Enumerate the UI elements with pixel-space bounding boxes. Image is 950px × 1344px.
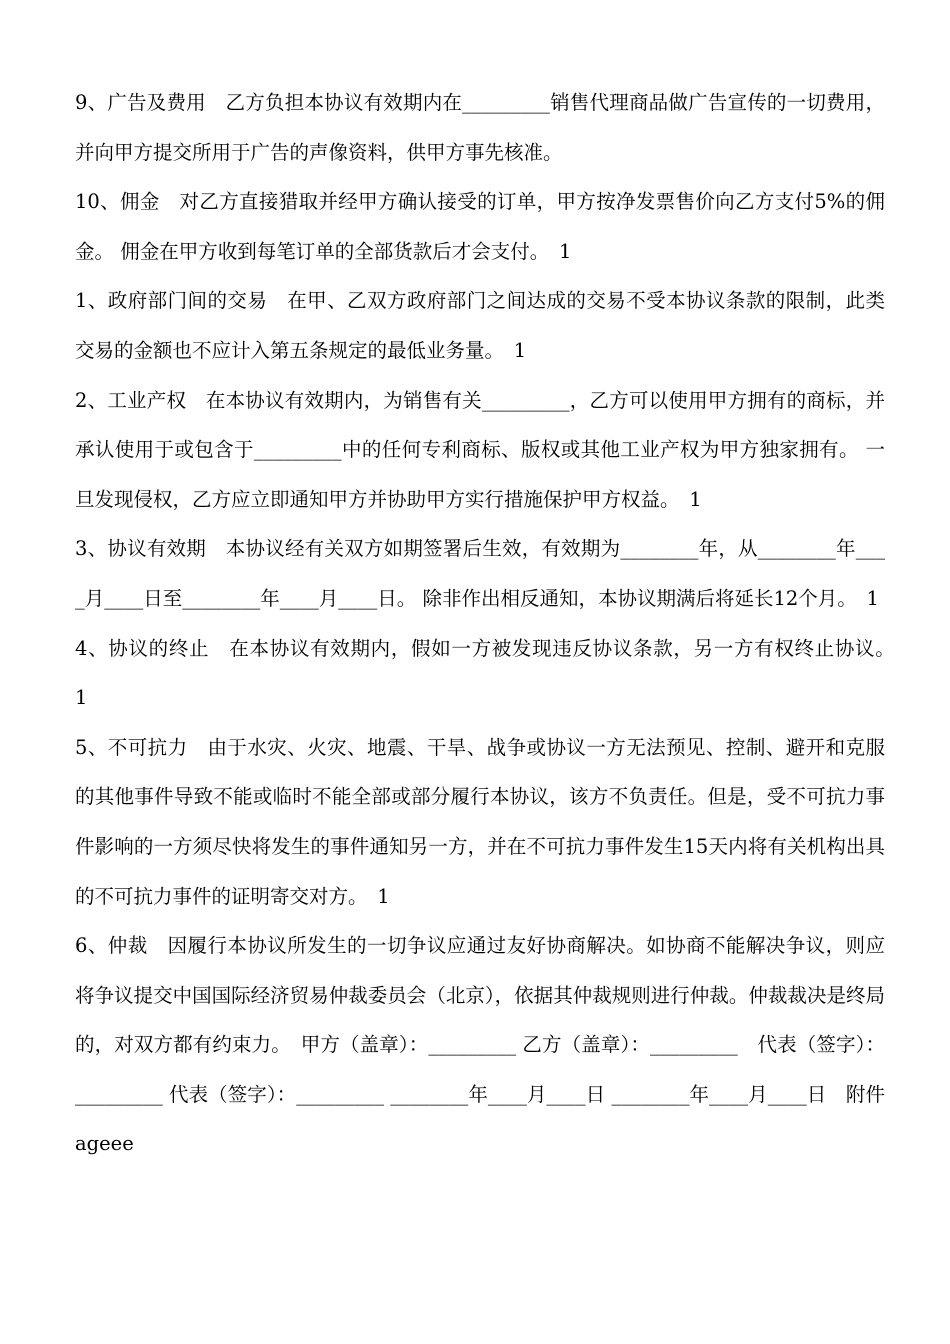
document-page (75, 78, 905, 1169)
clause-government-transactions: 1、政府部门间的交易 在甲、乙双方政府部门之间达成的交易不受本协议条款的限制，此类交易的金额也不应计入第五条规定的最低业务量。 1 (75, 289, 885, 362)
clause-industrial-property: 2、工业产权 在本协议有效期内，为销售有关_________，乙方可以使用甲方拥有的商标，并承认使用于或包含于_________中的任何专利商标、版权或其他工业产权为甲方独家拥有。 一旦发现侵权，乙方应立即通知甲方并协助甲方实行措施保护甲方权益。 1 (75, 388, 885, 511)
clause-commission: 10、佣金 对乙方直接猎取并经甲方确认接受的订单，甲方按净发票售价向乙方支付5%的佣金。 佣金在甲方收到每笔订单的全部货款后才会支付。 1 (75, 190, 885, 263)
clause-arbitration-signatures: 6、仲裁 因履行本协议所发生的一切争议应通过友好协商解决。如协商不能解决争议，则应将争议提交中国国际经济贸易仲裁委员会（北京），依据其仲裁规则进行仲裁。仲裁裁决是终局的，对双方都有约束力。 甲方（盖章）：_________ 乙方（盖章）：_________ 代表（签字）：_________ 代表（签字）：_________ ________年____月____日 ________年____月____日 附件 ageee (75, 934, 905, 1156)
clause-validity-period: 3、协议有效期 本协议经有关双方如期签署后生效，有效期为________年，从________年____月____日至________年____月____日。 除非作出相反通知，本协议期满后将延长12个月。 1 (75, 537, 885, 610)
clause-advertising-fees: 9、广告及费用 乙方负担本协议有效期内在_________销售代理商品做广告宣传的一切费用，并向甲方提交所用于广告的声像资料，供甲方事先核准。 (75, 91, 885, 164)
clause-termination: 4、协议的终止 在本协议有效期内，假如一方被发现违反协议条款，另一方有权终止协议。 1 (75, 636, 905, 710)
clause-force-majeure: 5、不可抗力 由于水灾、火灾、地震、干旱、战争或协议一方无法预见、控制、避开和克服的其他事件导致不能或临时不能全部或部分履行本协议，该方不负责任。但是，受不可抗力事件影响的一方须尽快将发生的事件通知另一方，并在不可抗力事件发生15天内将有关机构出具的不可抗力事件的证明寄交对方。 1 (75, 735, 885, 908)
